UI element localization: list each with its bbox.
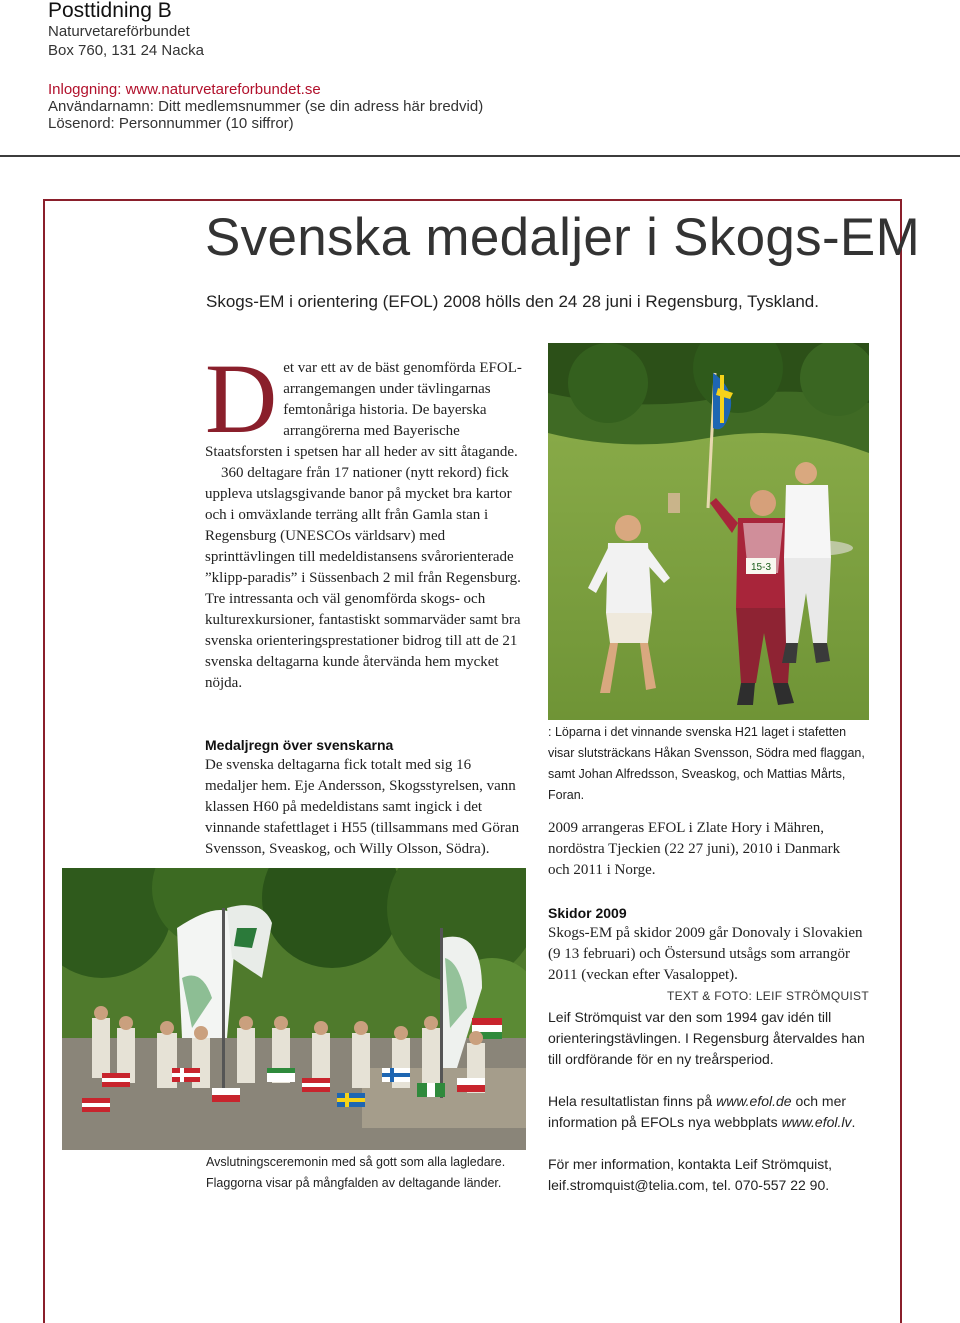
efol-de-link[interactable]: www.efol.de bbox=[716, 1093, 792, 1109]
medal-heading: Medaljregn över svenskarna bbox=[205, 737, 394, 753]
headline: Svenska medaljer i Skogs-EM bbox=[205, 208, 921, 267]
password-info: Lösenord: Personnummer (10 siffror) bbox=[48, 115, 294, 132]
runners-photo bbox=[548, 343, 869, 720]
medal-paragraph: De svenska deltagarna fick totalt med sig 16 medaljer hem. Eje Andersson, Skogsstyrelsen, vann klassen H60 på medeldistans samt ingick i det vinnande stafettlaget i H55 (tillsammans med Göran Svensson, Sveaskog, och Willy Olsson, Södra). bbox=[205, 757, 520, 857]
caption-line-2: Flaggorna visar på mångfalden av deltagande länder. bbox=[206, 1176, 502, 1190]
results-text-end: . bbox=[851, 1114, 856, 1130]
next-event-paragraph: 2009 arrangeras EFOL i Zlate Hory i Mähren, nordöstra Tjeckien (22 27 juni), 2010 i Danmark och 2011 i Norge. bbox=[548, 820, 841, 878]
efol-lv-link[interactable]: www.efol.lv bbox=[781, 1114, 852, 1130]
results-text: Hela resultatlistan finns på bbox=[548, 1093, 717, 1109]
byline-credit: TEXT & FOTO: LEIF STRÖMQUIST bbox=[667, 989, 869, 1003]
ingress: Skogs-EM i orientering (EFOL) 2008 hölls den 24 28 juni i Regensburg, Tyskland. bbox=[206, 292, 819, 311]
photo-caption-runners: : Löparna i det vinnande svenska H21 laget i stafetten visar slutsträckans Håkan Svensson, Södra med flaggan, samt Johan Alfredsson, Sveaskog, och Mattias Mårts, Foran. bbox=[548, 725, 865, 802]
body-paragraph: 360 deltagare från 17 nationer (nytt rekord) fick uppleva utslagsgivande banor på mycket bra kartor och i omväxlande terräng allt från Gamla stan i Regensburg (UNESCOs världsarv) med sprinttävlingen till medeldistansens svårorienterade ”klipp-paradis” i Süssenbach 2 mil från Regensburg. Tre intressanta och väl genomförda skogs- och kulturexkursioner, fantastiskt sommarväder samt bra svenska orienteringsprestationer bidrog till att de 21 svenska deltagarna kunde återvända hem mycket nöjda. bbox=[205, 465, 521, 691]
mailing-org: Naturvetareförbundet bbox=[48, 23, 190, 40]
article-body-left bbox=[205, 343, 523, 694]
bib-number: 15-3 bbox=[750, 562, 772, 573]
drop-cap: D bbox=[205, 343, 278, 454]
intro-paragraph: et var ett av de bäst genomförda EFOL-arrangemangen under tävlingarnas femtonåriga historia. De bayerska arrangörerna med Bayerische Staatsforsten i spetsen har all heder av sitt åtagande. bbox=[205, 360, 522, 460]
photo-caption-ceremony bbox=[206, 1152, 536, 1194]
results-paragraph bbox=[548, 1091, 868, 1133]
results-text-mid: och mer information på EFOLs nya webbplats bbox=[548, 1093, 847, 1130]
skidor-heading: Skidor 2009 bbox=[548, 905, 627, 921]
leif-paragraph: Leif Strömquist var den som 1994 gav idén till orienteringstävlingen. I Regensburg återvaldes han till ordförande för en ny treårsperiod. bbox=[548, 1009, 865, 1067]
mailing-label-title: Posttidning B bbox=[48, 0, 172, 22]
contact-paragraph: För mer information, kontakta Leif Strömquist, leif.stromquist@telia.com, tel. 070-557 22 90. bbox=[548, 1156, 832, 1193]
mailing-address: Box 760, 131 24 Nacka bbox=[48, 42, 204, 59]
skidor-paragraph: Skogs-EM på skidor 2009 går Donovaly i Slovakien (9 13 februari) och Östersund utsågs som arrangör 2011 (veckan efter Vasaloppet). bbox=[548, 925, 863, 983]
caption-line-1: Avslutningsceremonin med så gott som alla lagledare. bbox=[206, 1155, 506, 1169]
username-info: Användarnamn: Ditt medlemsnummer (se din adress här bredvid) bbox=[48, 98, 484, 115]
ceremony-photo bbox=[62, 868, 526, 1150]
header-divider bbox=[0, 155, 960, 157]
login-link[interactable]: Inloggning: www.naturvetareforbundet.se bbox=[48, 81, 321, 98]
